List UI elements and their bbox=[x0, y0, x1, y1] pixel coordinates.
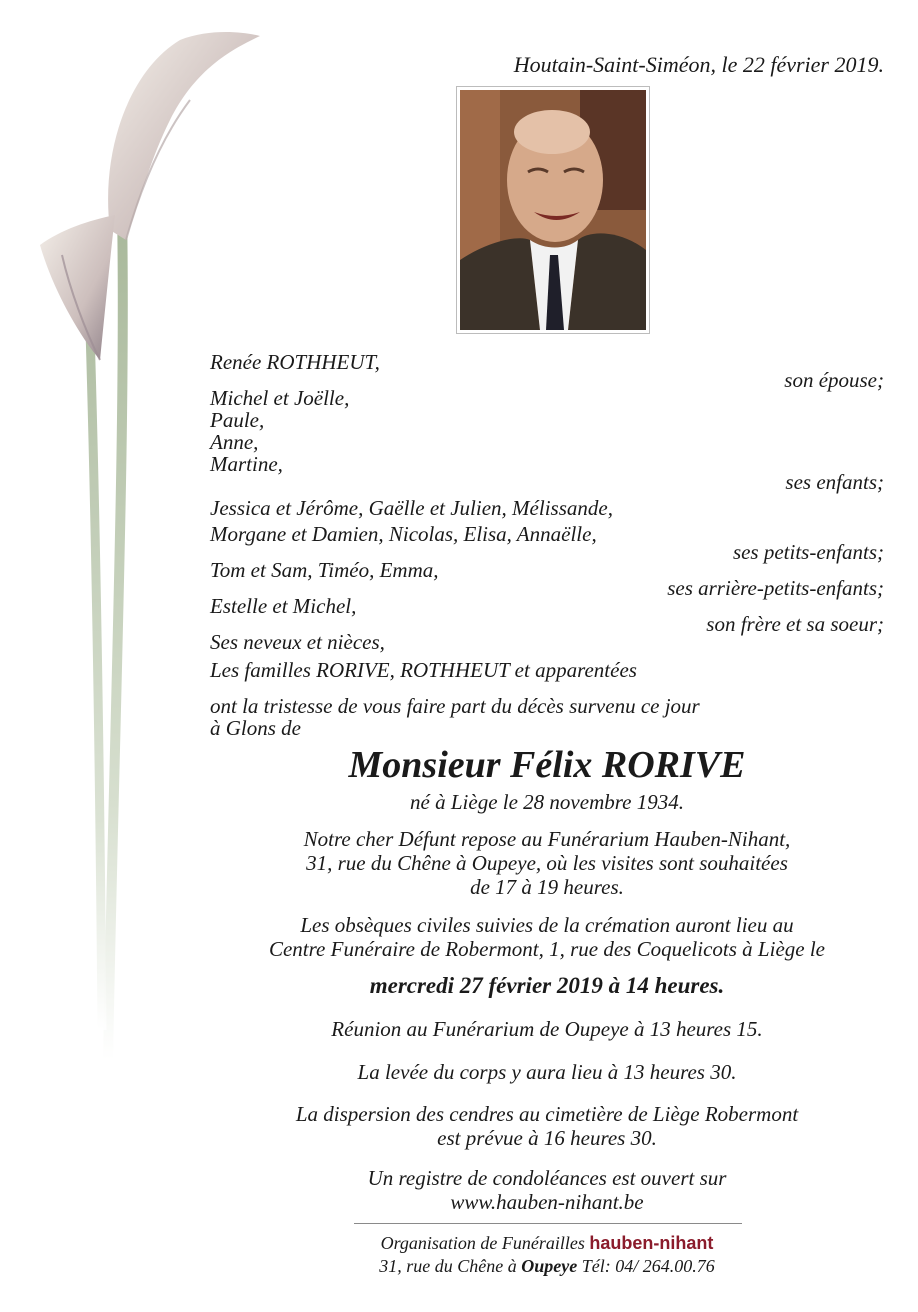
grandchildren-line: Morgane et Damien, Nicolas, Elisa, Annaëlle, bbox=[210, 522, 597, 546]
funeral-organizer bbox=[210, 1233, 884, 1253]
register-website[interactable]: www.hauben-nihant.be bbox=[450, 1190, 644, 1214]
lifting-time: La levée du corps y aura lieu à 13 heures 30. bbox=[357, 1060, 737, 1084]
ceremony-line: Les obsèques civiles suivies de la crémation auront lieu au bbox=[300, 913, 794, 937]
siblings: Estelle et Michel, bbox=[210, 594, 357, 618]
birth-info: né à Liège le 28 novembre 1934. bbox=[410, 790, 684, 814]
organizer-address bbox=[210, 1256, 884, 1276]
great-grandchildren-role: ses arrière-petits-enfants; bbox=[667, 576, 884, 600]
organizer-brand-logo: hauben-nihant bbox=[589, 1233, 714, 1253]
child-line: Michel et Joëlle, bbox=[210, 386, 350, 410]
phone-number: Tél: 04/ 264.00.76 bbox=[581, 1256, 715, 1276]
other-relatives-line: Ses neveux et nièces, bbox=[210, 630, 385, 654]
place-and-date: Houtain-Saint-Siméon, le 22 février 2019. bbox=[513, 52, 884, 77]
announcement-line: à Glons de bbox=[210, 716, 301, 740]
ceremony-date: mercredi 27 février 2019 à 14 heures. bbox=[369, 973, 725, 998]
other-relatives-line: Les familles RORIVE, ROTHHEUT et apparentées bbox=[210, 658, 637, 682]
spouse-name: Renée ROTHHEUT, bbox=[210, 350, 380, 374]
register-line: Un registre de condoléances est ouvert sur bbox=[367, 1166, 727, 1190]
ceremony-line: Centre Funéraire de Robermont, 1, rue des Coquelicots à Liège le bbox=[268, 937, 825, 961]
portrait-frame bbox=[456, 86, 650, 334]
dispersion-line: est prévue à 16 heures 30. bbox=[437, 1126, 657, 1150]
footer-divider bbox=[354, 1223, 742, 1224]
address-street: 31, rue du Chêne à bbox=[379, 1256, 517, 1276]
rest-line: Notre cher Défunt repose au Funérarium Hauben-Nihant, bbox=[303, 827, 791, 851]
child-line: Anne, bbox=[210, 430, 259, 454]
deceased-name: Monsieur Félix RORIVE bbox=[348, 744, 746, 786]
siblings-role: son frère et sa soeur; bbox=[706, 612, 884, 636]
dispersion-line: La dispersion des cendres au cimetière de Liège Robermont bbox=[295, 1102, 799, 1126]
address-town: Oupeye bbox=[521, 1256, 578, 1276]
rest-line: de 17 à 19 heures. bbox=[470, 875, 624, 899]
gathering-time: Réunion au Funérarium de Oupeye à 13 heures 15. bbox=[331, 1017, 763, 1041]
great-grandchildren: Tom et Sam, Timéo, Emma, bbox=[210, 558, 439, 582]
spouse-role: son épouse; bbox=[784, 368, 884, 392]
child-line: Martine, bbox=[210, 452, 283, 476]
child-line: Paule, bbox=[210, 408, 265, 432]
rest-line: 31, rue du Chêne à Oupeye, où les visites sont souhaitées bbox=[306, 851, 788, 875]
organizer-label: Organisation de Funérailles bbox=[380, 1233, 585, 1253]
portrait-photo bbox=[460, 90, 646, 330]
announcement-line: ont la tristesse de vous faire part du décès survenu ce jour bbox=[210, 694, 700, 718]
grandchildren-line: Jessica et Jérôme, Gaëlle et Julien, Mélissande, bbox=[210, 496, 613, 520]
grandchildren-role: ses petits-enfants; bbox=[732, 540, 884, 564]
children-role: ses enfants; bbox=[785, 470, 884, 494]
